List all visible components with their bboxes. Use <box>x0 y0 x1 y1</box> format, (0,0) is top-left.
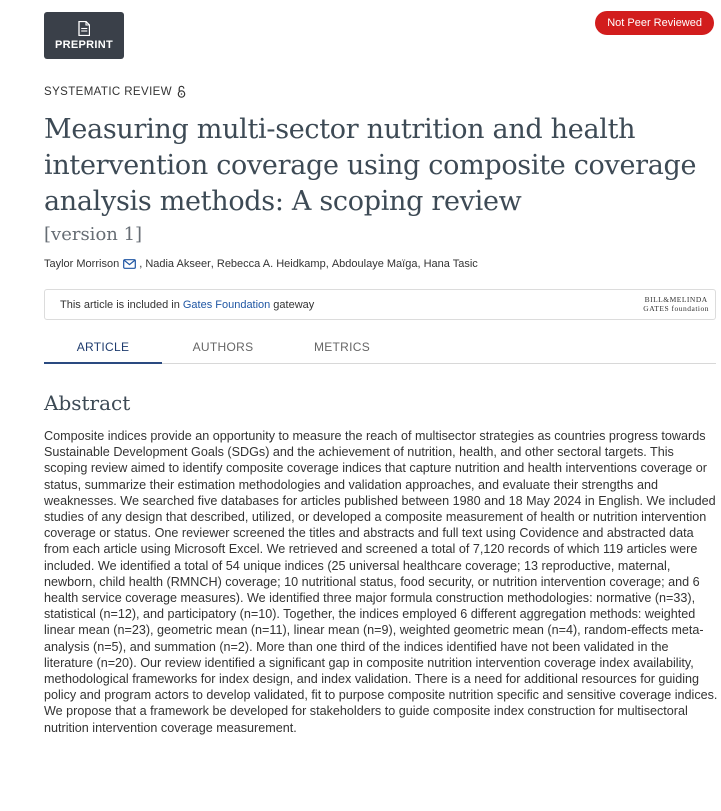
logo-line-1: BILL&MELINDA <box>644 295 708 304</box>
tab-authors[interactable]: AUTHORS <box>192 340 254 354</box>
article-version: [version 1] <box>44 224 143 245</box>
article-title: Measuring multi-sector nutrition and health intervention coverage using composite coverage analysis methods: A scoping review <box>44 114 697 217</box>
article-type-label: SYSTEMATIC REVIEW <box>44 85 172 98</box>
tab-article[interactable]: ARTICLE <box>44 332 162 364</box>
article-type <box>44 85 186 98</box>
author-name[interactable]: Nadia Akseer <box>145 258 211 270</box>
abstract-heading: Abstract <box>44 391 131 415</box>
tab-metrics[interactable]: METRICS <box>313 340 371 354</box>
gateway-suffix: gateway <box>273 298 315 311</box>
article-tabs <box>44 332 716 364</box>
author-name[interactable]: Hana Tasic <box>423 258 478 270</box>
author-separator: , <box>139 258 146 270</box>
author-name[interactable]: Rebecca A. Heidkamp <box>216 258 326 270</box>
gateway-prefix: This article is included in <box>60 298 180 311</box>
author-list <box>44 258 478 270</box>
peer-review-status-badge: Not Peer Reviewed <box>595 11 714 35</box>
open-lock-icon <box>177 85 186 98</box>
document-icon <box>78 21 90 36</box>
author-separator: , <box>325 258 332 270</box>
preprint-label: PREPRINT <box>54 38 114 51</box>
gateway-notice <box>44 289 716 320</box>
gates-foundation-logo[interactable] <box>643 295 709 313</box>
author-separator: , <box>210 258 217 270</box>
mail-icon[interactable] <box>123 259 136 269</box>
author-name[interactable]: Taylor Morrison <box>44 258 120 270</box>
author-separator: , <box>417 258 424 270</box>
abstract-text: Composite indices provide an opportunity to measure the reach of multisector strategies as countries progress towards Sustainable Development Goals (SDGs) and the achievement of nutrition, health, and other sectoral targets. This scoping review aimed to identify composite coverage indices that capture nutrition and health interventions coverage or status, summarize their estimation methodologies and validation approaches, and evaluate their strengths and weaknesses. We searched five databases for articles published between 1980 and 18 May 2024 in English. We included studies of any design that described, utilized, or developed a composite measurement of health or nutrition intervention coverage or status. One reviewer screened the titles and abstracts and full text using Covidence and abstracted data from each article using Microsoft Excel. We retrieved and screened a total of 7,120 records of which 119 articles were included. We identified a total of 54 unique indices (25 universal healthcare coverage; 13 reproductive, maternal, newborn, child health (RMNCH) coverage; 10 nutritional status, food security, or nutrition intervention coverage; and 6 health service coverage measures). We identified three major formula construction methodologies: normative (n=33), statistical (n=12), and participatory (n=10). Together, the indices employed 6 different aggregation methods: weighted linear mean (n=23), geometric mean (n=11), linear mean (n=9), weighted geometric mean (n=4), random-effects meta-analysis (n=5), and summation (n=2). More than one third of the indices identified have not been validated in the literature (n=20). Our review identified a significant gap in composite nutrition intervention coverage index availability, methodological frameworks for index design, and index validation. There is a need for additional resources for guiding policy and program actors to develop validated, fit to purpose composite nutrition specific and sensitive coverage indices. We propose that a framework be developed for stakeholders to guide composite index construction for multisectoral nutrition intervention coverage measurement. <box>44 429 718 735</box>
logo-line-2: GATES foundation <box>643 304 709 313</box>
author-name[interactable]: Abdoulaye Maïga <box>331 258 418 270</box>
preprint-badge <box>44 12 124 59</box>
gateway-link[interactable]: Gates Foundation <box>182 298 271 311</box>
